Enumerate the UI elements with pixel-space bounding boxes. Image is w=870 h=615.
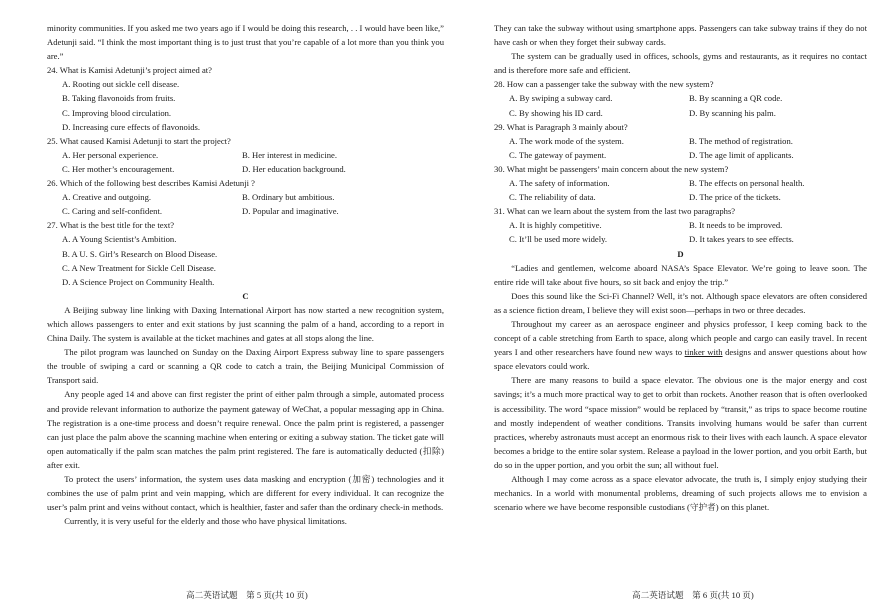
section-d-heading: D <box>677 248 684 259</box>
option-c: C. Caring and self-confident. <box>62 206 162 217</box>
section-d-paragraph: “Ladies and gentlemen, welcome aboard NASA’s Space Elevator. We’re going to leave soon. The entire ride will take about five hours, so sit back and enjoy the trip.” <box>494 262 867 287</box>
question-28 <box>494 77 867 119</box>
question-30 <box>494 162 867 204</box>
question-24 <box>47 63 444 133</box>
option-c: C. Her mother’s encouragement. <box>62 163 175 174</box>
right-page <box>494 21 867 514</box>
question-26 <box>47 176 444 218</box>
option-a: A. By swiping a subway card. <box>509 93 613 104</box>
page-footer-left: 高二英语试题 第 5 页(共 10 页) <box>186 590 308 600</box>
question-stem: 29. What is Paragraph 3 mainly about? <box>494 121 628 132</box>
option-b: B. It needs to be improved. <box>689 220 783 231</box>
question-stem: 26. Which of the following best describes Kamisi Adetunji ? <box>47 178 255 189</box>
option-d: D. A Science Project on Community Health. <box>62 276 215 287</box>
option-d: D. The age limit of applicants. <box>689 149 794 160</box>
section-c-paragraph: To protect the users’ information, the system uses data masking and encryption (加密) technologies and it combines the use of palm print and vein mapping, which are different for every individual. It can recognize the user’s palm print and veins without contact, which is healthier, faster and safer than the ordinary check-in methods. <box>47 474 444 513</box>
option-c: C. It’ll be used more widely. <box>509 234 608 245</box>
section-c-heading: C <box>242 290 249 301</box>
option-d: D. It takes years to see effects. <box>689 234 794 245</box>
option-c: C. The reliability of data. <box>509 192 596 203</box>
question-stem: 25. What caused Kamisi Adetunji to start the project? <box>47 135 231 146</box>
question-29 <box>494 120 867 162</box>
option-a: A. Rooting out sickle cell disease. <box>62 79 180 90</box>
option-d: D. Increasing cure effects of flavonoids. <box>62 121 201 132</box>
section-c-paragraph: A Beijing subway line linking with Daxing International Airport has now started a new recognition system, which allows passengers to enter and exit stations by just scanning the palm of a hand, according to a report in China Daily. The system is available at the ticket machines and gates at all stops along the line. <box>47 304 444 344</box>
option-b: B. A U. S. Girl’s Research on Blood Disease. <box>62 248 218 259</box>
option-a: A. Creative and outgoing. <box>62 192 152 203</box>
option-b: B. Ordinary but ambitious. <box>242 192 335 203</box>
option-c: C. A New Treatment for Sickle Cell Disease. <box>62 262 216 273</box>
option-b: B. Taking flavonoids from fruits. <box>62 93 176 104</box>
question-stem: 27. What is the best title for the text? <box>47 220 175 231</box>
option-b: B. The method of registration. <box>689 135 793 146</box>
option-d: D. Popular and imaginative. <box>242 206 339 217</box>
option-c: C. By showing his ID card. <box>509 107 603 118</box>
question-25 <box>47 134 444 176</box>
option-d: D. By scanning his palm. <box>689 107 776 118</box>
underlined-phrase: tinker with <box>684 347 723 358</box>
question-stem: 31. What can we learn about the system from the last two paragraphs? <box>494 206 736 217</box>
option-a: A. A Young Scientist’s Ambition. <box>62 234 177 245</box>
intro-paragraph: minority communities. If you asked me two years ago if I would be doing this research, . . I would have been like,” Adetunji said. “I think the most important thing is to just trust that you’re capable of a lot more than you think you are.” <box>47 23 444 62</box>
option-d: D. Her education background. <box>242 163 346 174</box>
option-b: B. Her interest in medicine. <box>242 149 337 160</box>
section-c-paragraph: Currently, it is very useful for the elderly and those who have physical limitations. <box>64 516 347 527</box>
option-b: B. By scanning a QR code. <box>689 93 783 104</box>
option-b: B. The effects on personal health. <box>689 178 805 189</box>
section-c-paragraph: Any people aged 14 and above can first register the print of either palm through a simple, automated process and provide relevant information to authorize the payment gateway of WeChat, a popular messaging app in China. The registration is a one-time process and doesn’t require renewal. Once the palm print is registered, a passenger can just place the palm above the scanning machine when entering or exiting a subway station. The ticket gate will open automatically if the palm scan matches the palm print registered. The fare is automatically deducted (扣除) after exit. <box>47 389 444 470</box>
left-page <box>47 21 444 528</box>
option-a: A. It is highly competitive. <box>509 220 602 231</box>
option-a: A. The safety of information. <box>509 178 610 189</box>
option-d: D. The price of the tickets. <box>689 192 781 203</box>
option-a: A. Her personal experience. <box>62 149 159 160</box>
question-stem: 30. What might be passengers’ main concern about the new system? <box>494 163 729 174</box>
section-d-paragraph: There are many reasons to build a space elevator. The obvious one is the major energy and cost savings; it’s a much more practical way to get to orbit than rockets. Another reason that is often overlooked is accessibility. The word “space mission” would be replaced by “transit,” as trips to space become routine and mostly independent of weather conditions. Transits involving humans would be safer than current practices, whereby astronauts must accept an enormous risk to their lives with each launch. A space elevator becomes a bridge to the entire solar system. Release a payload in the lower portion, and you orbit Earth, but do so in the upper portion, and you orbit the sun; all without fuel. <box>494 375 867 470</box>
option-c: C. The gateway of payment. <box>509 149 607 160</box>
paragraph-text: Throughout my career as an aerospace engineer and physics professor, I keep coming back to the concept of a cable stretching from Earth to space, along which people and cargo can easily travel. In recent years I and other researchers have found new ways to <box>494 318 867 358</box>
section-d-paragraph: Although I may come across as a space elevator advocate, the truth is, I simply enjoy studying their mechanics. In a world with monumental problems, dreaming of such projects allows me to envision a scenario where we have become responsible custodians (守护者) on this planet. <box>494 474 867 513</box>
paragraph-text: designs and answer questions about how space elevators could work. <box>494 347 867 372</box>
question-stem: 28. How can a passenger take the subway with the new system? <box>494 79 714 90</box>
continued-paragraph: The system can be gradually used in offices, schools, gyms and restaurants, as it requires no contact and is therefore more safe and efficient. <box>494 51 867 76</box>
section-d-paragraph: Does this sound like the Sci-Fi Channel? Well, it’s not. Although space elevators are often considered as a science fiction dream, I believe they will exist soon—perhaps in two or three decades. <box>494 290 867 315</box>
continued-paragraph: They can take the subway without using smartphone apps. Passengers can take subway trains if they do not have cash or when they forget their subway cards. <box>494 23 867 48</box>
question-31 <box>494 204 867 246</box>
section-c-paragraph: The pilot program was launched on Sunday on the Daxing Airport Express subway line to spare passengers the trouble of swiping a card or scanning a QR code to catch a train, the Beijing Municipal Commission of Transport said. <box>47 347 444 386</box>
option-c: C. Improving blood circulation. <box>62 107 172 118</box>
page-footer-right: 高二英语试题 第 6 页(共 10 页) <box>632 590 754 600</box>
question-stem: 24. What is Kamisi Adetunji’s project aimed at? <box>47 65 212 76</box>
question-27 <box>47 218 444 288</box>
section-d-paragraph <box>494 317 867 373</box>
option-a: A. The work mode of the system. <box>509 135 624 146</box>
